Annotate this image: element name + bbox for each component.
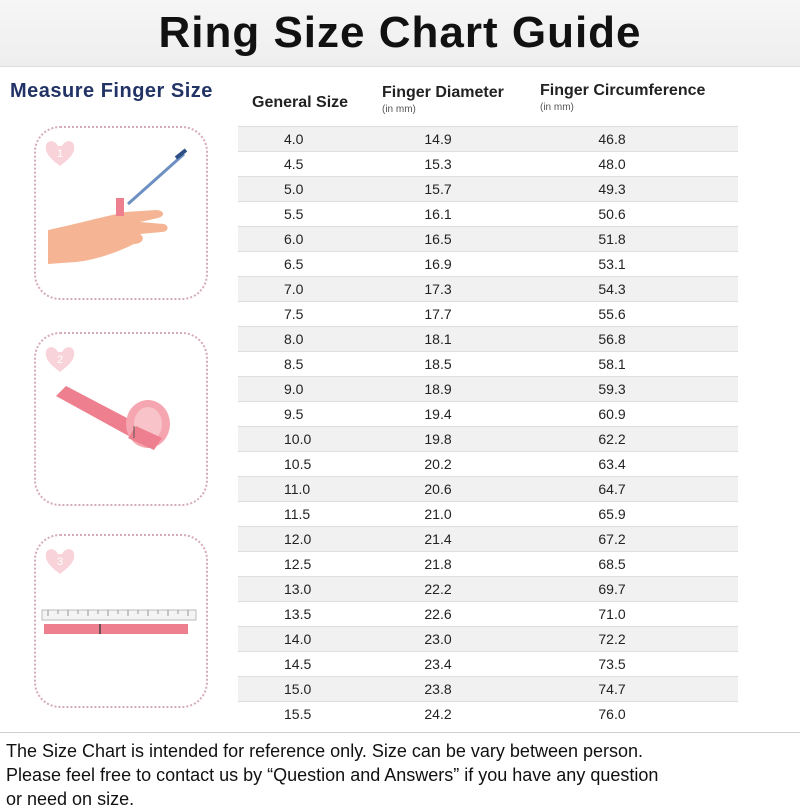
disclaimer-line-2: Please feel free to contact us by “Question and Answers” if you have any question <box>6 765 659 785</box>
page-title: Ring Size Chart Guide <box>158 8 642 57</box>
cell-general-size: 8.5 <box>284 356 304 372</box>
cell-finger-diameter: 24.2 <box>424 706 452 722</box>
cell-finger-diameter: 22.6 <box>424 606 452 622</box>
cell-general-size: 10.5 <box>284 456 312 472</box>
cell-general-size: 11.5 <box>284 506 311 522</box>
step-number-2: 2 <box>56 354 64 366</box>
table-row <box>238 576 738 601</box>
cell-general-size: 13.5 <box>284 606 312 622</box>
table-row <box>238 376 738 401</box>
cell-finger-circumference: 65.9 <box>598 506 626 522</box>
cell-finger-diameter: 21.4 <box>424 531 452 547</box>
header-finger-diameter-label: Finger Diameter <box>382 84 504 101</box>
cell-finger-circumference: 58.1 <box>598 356 626 372</box>
cell-finger-circumference: 53.1 <box>598 256 626 272</box>
table-row <box>238 701 738 726</box>
cell-finger-circumference: 67.2 <box>598 531 626 547</box>
table-row <box>238 626 738 651</box>
cell-finger-circumference: 69.7 <box>598 581 626 597</box>
cell-general-size: 5.0 <box>284 181 304 197</box>
cell-finger-diameter: 18.5 <box>424 356 452 372</box>
cell-finger-circumference: 49.3 <box>598 181 626 197</box>
step-number-3: 3 <box>56 556 64 568</box>
header-diameter-unit: (in mm) <box>382 104 416 115</box>
table-row <box>238 226 738 251</box>
cell-finger-circumference: 60.9 <box>598 406 626 422</box>
cell-general-size: 4.0 <box>284 131 304 147</box>
cell-finger-circumference: 48.0 <box>598 156 626 172</box>
cell-finger-circumference: 46.8 <box>598 131 626 147</box>
cell-finger-diameter: 23.8 <box>424 681 452 697</box>
table-row <box>238 251 738 276</box>
table-row <box>238 501 738 526</box>
cell-general-size: 6.5 <box>284 256 304 272</box>
cell-finger-circumference: 64.7 <box>598 481 626 497</box>
cell-finger-circumference: 59.3 <box>598 381 626 397</box>
cell-finger-diameter: 23.4 <box>424 656 452 672</box>
cell-general-size: 11.0 <box>284 481 311 497</box>
cell-general-size: 4.5 <box>284 156 304 172</box>
table-row <box>238 426 738 451</box>
cell-finger-diameter: 14.9 <box>424 131 452 147</box>
cell-finger-diameter: 16.1 <box>424 206 452 222</box>
step-card-1 <box>34 126 208 300</box>
table-row <box>238 301 738 326</box>
cell-finger-diameter: 19.8 <box>424 431 452 447</box>
cell-general-size: 12.5 <box>284 556 312 572</box>
cell-finger-circumference: 73.5 <box>598 656 626 672</box>
table-row <box>238 551 738 576</box>
table-row <box>238 201 738 226</box>
cell-finger-circumference: 62.2 <box>598 431 626 447</box>
cell-finger-circumference: 63.4 <box>598 456 626 472</box>
cell-general-size: 5.5 <box>284 206 304 222</box>
header-circumference-unit: (in mm) <box>540 102 574 113</box>
cell-general-size: 8.0 <box>284 331 304 347</box>
cell-general-size: 15.0 <box>284 681 312 697</box>
disclaimer-line-3: or need on size. <box>6 789 135 809</box>
table-body <box>238 126 738 726</box>
paper-strip-wrap-icon <box>36 334 206 504</box>
cell-general-size: 9.5 <box>284 406 304 422</box>
header-general-size-label: General Size <box>252 94 349 111</box>
cell-general-size: 12.0 <box>284 531 312 547</box>
table-row <box>238 151 738 176</box>
cell-finger-diameter: 17.7 <box>424 306 452 322</box>
ruler-strip-icon <box>36 536 206 706</box>
cell-finger-circumference: 54.3 <box>598 281 626 297</box>
size-chart-table <box>238 70 738 728</box>
table-row <box>238 401 738 426</box>
table-row <box>238 526 738 551</box>
cell-finger-diameter: 18.1 <box>424 331 452 347</box>
table-row <box>238 601 738 626</box>
step-number-1: 1 <box>56 148 64 160</box>
header-finger-circumference-label: Finger Circumference <box>540 82 706 99</box>
cell-general-size: 6.0 <box>284 231 304 247</box>
cell-finger-diameter: 20.2 <box>424 456 452 472</box>
cell-finger-diameter: 22.2 <box>424 581 452 597</box>
step-card-2 <box>34 332 208 506</box>
header-general-size <box>252 94 348 112</box>
cell-general-size: 15.5 <box>284 706 312 722</box>
cell-finger-diameter: 19.4 <box>424 406 452 422</box>
cell-finger-circumference: 56.8 <box>598 331 626 347</box>
table-row <box>238 176 738 201</box>
cell-finger-circumference: 71.0 <box>598 606 626 622</box>
cell-general-size: 7.5 <box>284 306 304 322</box>
table-row <box>238 676 738 701</box>
table-row <box>238 126 738 151</box>
hand-with-pen-icon <box>36 128 206 298</box>
cell-finger-diameter: 17.3 <box>424 281 452 297</box>
measure-heading: Measure Finger Size <box>10 80 213 102</box>
cell-finger-diameter: 16.5 <box>424 231 452 247</box>
disclaimer-line-1: The Size Chart is intended for reference only. Size can be vary between person. <box>6 741 644 761</box>
table-row <box>238 276 738 301</box>
step-card-3 <box>34 534 208 708</box>
cell-finger-diameter: 18.9 <box>424 381 452 397</box>
cell-finger-circumference: 68.5 <box>598 556 626 572</box>
table-row <box>238 351 738 376</box>
header-finger-diameter <box>382 84 504 115</box>
cell-finger-circumference: 74.7 <box>598 681 626 697</box>
header-finger-circumference <box>540 82 705 113</box>
cell-finger-circumference: 72.2 <box>598 631 626 647</box>
table-header <box>238 70 738 126</box>
table-row <box>238 451 738 476</box>
cell-general-size: 13.0 <box>284 581 312 597</box>
cell-finger-circumference: 51.8 <box>598 231 626 247</box>
table-row <box>238 651 738 676</box>
cell-finger-diameter: 23.0 <box>424 631 452 647</box>
disclaimer <box>0 732 800 809</box>
cell-general-size: 7.0 <box>284 281 304 297</box>
table-row <box>238 476 738 501</box>
cell-finger-circumference: 76.0 <box>598 706 626 722</box>
cell-finger-diameter: 21.0 <box>424 506 452 522</box>
cell-general-size: 9.0 <box>284 381 304 397</box>
cell-finger-diameter: 15.3 <box>424 156 452 172</box>
cell-general-size: 14.5 <box>284 656 312 672</box>
cell-finger-circumference: 50.6 <box>598 206 626 222</box>
cell-finger-diameter: 16.9 <box>424 256 452 272</box>
cell-general-size: 14.0 <box>284 631 312 647</box>
cell-finger-diameter: 15.7 <box>424 181 452 197</box>
cell-general-size: 10.0 <box>284 431 312 447</box>
cell-finger-diameter: 20.6 <box>424 481 452 497</box>
cell-finger-diameter: 21.8 <box>424 556 452 572</box>
table-row <box>238 326 738 351</box>
cell-finger-circumference: 55.6 <box>598 306 626 322</box>
